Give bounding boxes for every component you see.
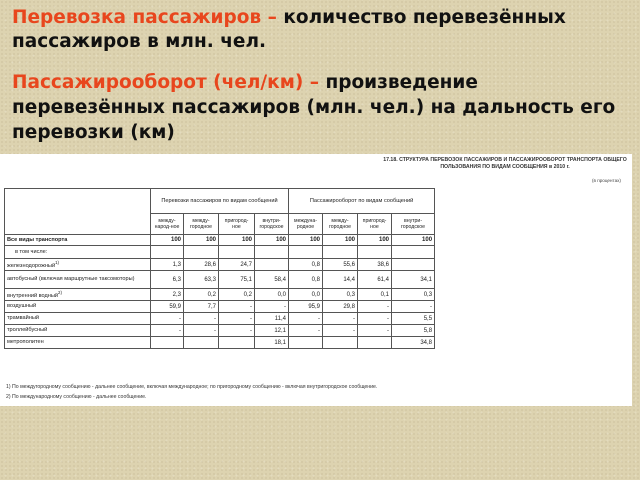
document-title: 17.18. СТРУКТУРА ПЕРЕВОЗОК ПАССАЖИРОВ И ПАССАЖИРООБОРОТ ТРАНСПОРТА ОБЩЕГО ПОЛЬЗОВАНИЯ ПО ВИДАМ СООБЩЕНИЯ в 2010 г. [383,157,627,170]
table-cell: 6,3 [151,271,184,289]
table-cell: - [219,301,255,313]
table-cell: - [323,313,358,325]
table-cell: 2,3 [151,289,184,301]
table-cell: - [219,313,255,325]
table-cell: 100 [358,235,392,246]
header-group-turnover: Пассажирооборот по видам сообщений [289,189,435,214]
table-cell [358,337,392,349]
table-row [5,337,435,349]
table-cell [323,337,358,349]
table-cell: 34,1 [392,271,435,289]
table-cell: - [184,325,219,337]
subheader-cell: внутри-городское [392,214,435,235]
table-row [5,271,435,289]
table-cell: 100 [289,235,323,246]
table-cell: 95,9 [289,301,323,313]
table-cell [289,337,323,349]
subheader-cell: внутри-городское [255,214,289,235]
table-cell: 0,2 [184,289,219,301]
table-cell: 100 [151,235,184,246]
table-cell: - [289,325,323,337]
table-cell: 0,0 [255,289,289,301]
table-cell: 11,4 [255,313,289,325]
term-passenger-turnover: Пассажирооборот (чел/км) – [12,72,326,93]
footnote-2: 2) По международному сообщению - дальнее сообщение. [6,394,147,400]
table-row [5,259,435,271]
footnote-mark: 2) [58,289,62,295]
table-cell: - [151,313,184,325]
subheader-cell: между-городное [184,214,219,235]
table-row-total [5,235,435,246]
table-cell: 0,1 [358,289,392,301]
table-cell: - [219,325,255,337]
table-cell [219,337,255,349]
table-cell: - [392,301,435,313]
table-cell: 38,6 [358,259,392,271]
table-cell: - [255,301,289,313]
table-cell: - [151,325,184,337]
table-cell: 100 [323,235,358,246]
table-cell: - [323,325,358,337]
row-label: метрополитен [5,337,151,349]
row-label: воздушный [5,301,151,313]
table-cell: 18,1 [255,337,289,349]
row-label: трамвайный [5,313,151,325]
table-row-including [5,246,435,259]
row-label: внутренний водный$^{2)}$ [5,289,151,301]
table-cell: - [289,313,323,325]
table-row [5,313,435,325]
statistics-table [4,188,435,349]
table-cell: 5,5 [392,313,435,325]
table-cell [392,259,435,271]
subheader-cell: междуна-родное [289,214,323,235]
table-cell: 100 [392,235,435,246]
subheader-cell: между-городное [323,214,358,235]
table-cell: 0,2 [219,289,255,301]
table-row [5,301,435,313]
table-cell: 61,4 [358,271,392,289]
row-label: железнодорожный$^{1)}$ [5,259,151,271]
footnote-1: 1) По междугородному сообщению - дальнее сообщение, включая международное; по пригородному сообщению - включая внутригородское сообщение. [6,384,378,390]
table-cell: 29,8 [323,301,358,313]
table-cell: 0,8 [289,271,323,289]
table-cell: 75,1 [219,271,255,289]
table-cell: 14,4 [323,271,358,289]
paragraph-passenger-turnover [12,70,628,145]
table-cell: 0,3 [323,289,358,301]
table-cell: 7,7 [184,301,219,313]
table-cell: 5,8 [392,325,435,337]
table-cell [184,337,219,349]
header-corner-cell [5,189,151,235]
header-group-transport: Перевозки пассажиров по видам сообщений [151,189,289,214]
table-cell: - [358,301,392,313]
table-cell: 100 [255,235,289,246]
row-label: Все виды транспорта [5,235,151,246]
table-cell: 28,6 [184,259,219,271]
row-label: троллейбусный [5,325,151,337]
scanned-table-document [0,154,632,406]
subheader-cell: пригород-ное [358,214,392,235]
table-cell: - [184,313,219,325]
table-cell: 0,0 [289,289,323,301]
table-cell: 63,3 [184,271,219,289]
table-header-row [5,189,435,214]
definition-passenger-turnover: произведение перевезённых пассажиров (млн. чел.) на дальность его перевозки (км) [12,72,616,143]
table-cell: 1,3 [151,259,184,271]
table-cell [151,337,184,349]
table-row [5,325,435,337]
paragraph-passenger-transport [12,6,628,54]
table-cell: 59,9 [151,301,184,313]
table-cell: 58,4 [255,271,289,289]
table-row [5,289,435,301]
table-cell [255,259,289,271]
table-cell: 34,8 [392,337,435,349]
row-label: в том числе: [5,246,151,259]
row-label: автобусный (включая маршрутные таксомоторы) [5,271,151,289]
footnote-mark: 1) [55,259,59,265]
definition-passenger-transport: количество перевезённых пассажиров в млн. чел. [12,7,566,52]
table-cell: 24,7 [219,259,255,271]
subheader-cell: пригород-ное [219,214,255,235]
table-cell: - [358,325,392,337]
document-unit: (в процентах) [592,178,621,183]
table-cell: 100 [219,235,255,246]
table-cell: - [358,313,392,325]
table-cell: 0,3 [392,289,435,301]
subheader-cell: между-народ-ное [151,214,184,235]
table-cell: 0,8 [289,259,323,271]
table-cell: 12,1 [255,325,289,337]
table-cell: 100 [184,235,219,246]
table-cell: 55,6 [323,259,358,271]
term-passenger-transport: Перевозка пассажиров – [12,7,284,28]
